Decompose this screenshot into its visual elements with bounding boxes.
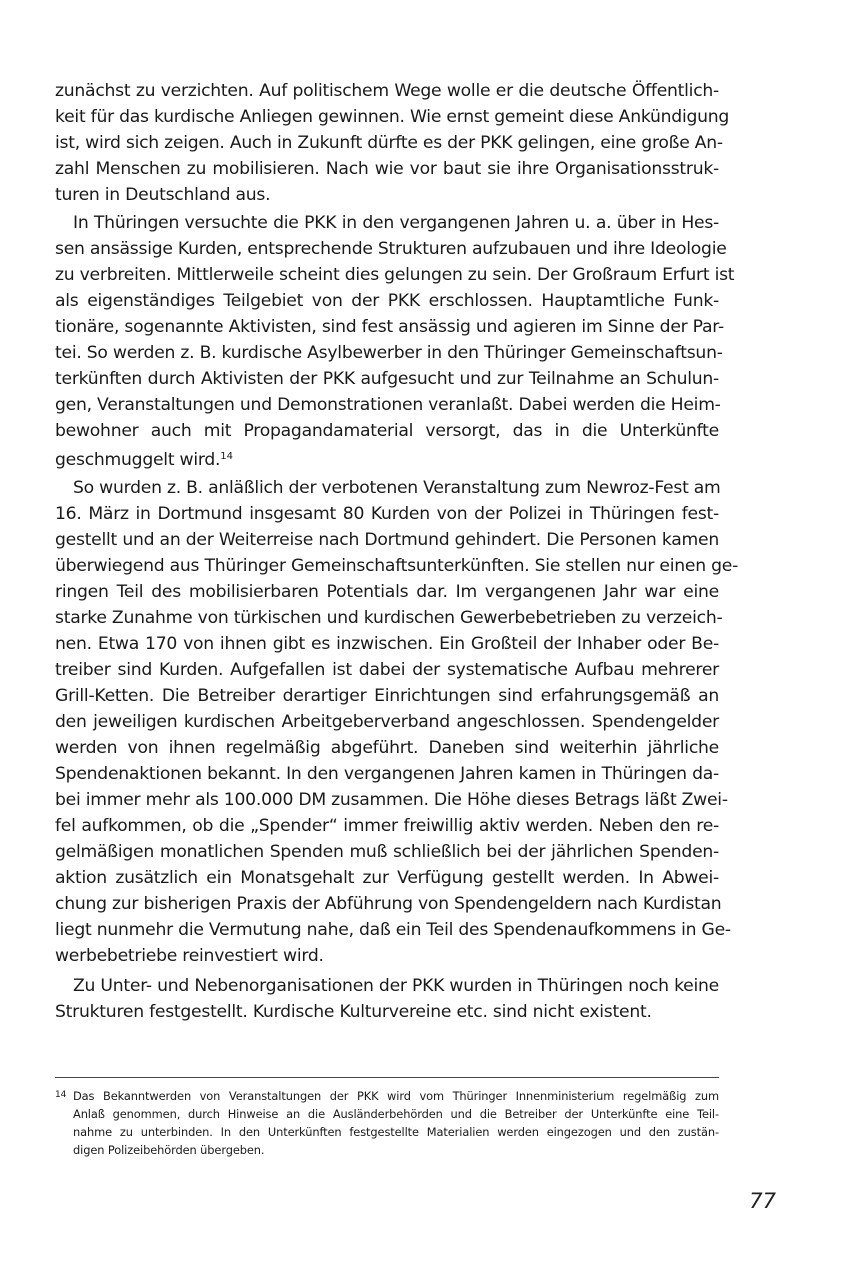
text-line: als eigenständiges Teilgebiet von der PKK erschlossen. Hauptamtliche Funk- [55, 291, 719, 311]
footnote [55, 1086, 719, 1159]
text-line: zahl Menschen zu mobilisieren. Nach wie vor baut sie ihre Organisationsstruk- [55, 159, 719, 179]
text-line: So wurden z. B. anläßlich der verbotenen Veranstaltung zum Newroz-Fest am [73, 478, 721, 498]
paragraph-3 [55, 475, 739, 969]
paragraph-1 [55, 78, 730, 208]
page-number: 77 [749, 1189, 776, 1213]
text-line: liegt nunmehr die Vermutung nahe, daß ein Teil des Spendenaufkommens in Ge- [55, 920, 731, 940]
text-line: gen, Veranstaltungen und Demonstrationen veranlaßt. Dabei werden die Heim- [55, 395, 721, 415]
text-line: tionäre, sogenannte Aktivisten, sind fest ansässig und agieren im Sinne der Par- [55, 317, 724, 337]
footnote-line: Anlaß genommen, durch Hinweise an die Ausländerbehörden und die Betreiber der Unterkünfte eine Teil- [73, 1107, 719, 1121]
page-body [55, 78, 739, 1025]
paragraph-4 [55, 973, 719, 1025]
text-line: terkünften durch Aktivisten der PKK aufgesucht und zur Teilnahme an Schulun- [55, 369, 719, 389]
footnote-text: Das Bekanntwerden von Veranstaltungen der PKK wird vom Thüringer Innenministerium regelmäßig zum [73, 1089, 719, 1103]
text-line: den jeweiligen kurdischen Arbeitgeberverband angeschlossen. Spendengelder [55, 712, 719, 732]
footnote-line [55, 1086, 719, 1105]
text-line: werbebetriebe reinvestiert wird. [55, 946, 324, 966]
text-line: bei immer mehr als 100.000 DM zusammen. Die Höhe dieses Betrags läßt Zwei- [55, 790, 728, 810]
text-line: turen in Deutschland aus. [55, 185, 271, 205]
text-line: werden von ihnen regelmäßig abgeführt. Daneben sind weiterhin jährliche [55, 738, 719, 758]
footnote-line: digen Polizeibehörden übergeben. [73, 1143, 265, 1157]
text-line: In Thüringen versuchte die PKK in den vergangenen Jahren u. a. über in Hes- [73, 213, 719, 233]
footnote-number: 14 [55, 1090, 67, 1100]
text-line: ringen Teil des mobilisierbaren Potentials dar. Im vergangenen Jahr war eine [55, 582, 719, 602]
paragraph-2 [55, 210, 735, 473]
text-line: bewohner auch mit Propagandamaterial versorgt, das in die Unterkünfte [55, 421, 719, 441]
text-line: Grill-Ketten. Die Betreiber derartiger Einrichtungen sind erfahrungsgemäß an [55, 686, 719, 706]
text-line: sen ansässige Kurden, entsprechende Strukturen aufzubauen und ihre Ideologie [55, 239, 727, 259]
text-line: gelmäßigen monatlichen Spenden muß schließlich bei der jährlichen Spenden- [55, 842, 719, 862]
text-line: tei. So werden z. B. kurdische Asylbewerber in den Thüringer Gemeinschaftsun- [55, 343, 723, 363]
text-line: Strukturen festgestellt. Kurdische Kulturvereine etc. sind nicht existent. [55, 1002, 652, 1022]
text-line: treiber sind Kurden. Aufgefallen ist dabei der systematische Aufbau mehrerer [55, 660, 719, 680]
text-line-content: geschmuggelt wird. [55, 450, 221, 470]
footnote-line: nahme zu unterbinden. In den Unterkünften festgestellte Materialien werden eingezogen und den zustän- [73, 1125, 719, 1139]
text-line: zunächst zu verzichten. Auf politischem Wege wolle er die deutsche Öffentlich- [55, 81, 719, 101]
text-line: 16. März in Dortmund insgesamt 80 Kurden von der Polizei in Thüringen fest- [55, 504, 719, 524]
text-line: überwiegend aus Thüringer Gemeinschaftsunterkünften. Sie stellen nur einen ge- [55, 556, 739, 576]
text-line: aktion zusätzlich ein Monatsgehalt zur Verfügung gestellt werden. In Abwei- [55, 868, 719, 888]
text-line: Zu Unter- und Nebenorganisationen der PKK wurden in Thüringen noch keine [73, 976, 719, 996]
text-line: starke Zunahme von türkischen und kurdischen Gewerbebetrieben zu verzeich- [55, 608, 723, 628]
footnote-reference: 14 [220, 451, 233, 462]
text-line: fel aufkommen, ob die „Spender“ immer freiwillig aktiv werden. Neben den re- [55, 816, 719, 836]
text-line: gestellt und an der Weiterreise nach Dortmund gehindert. Die Personen kamen [55, 530, 719, 550]
text-line: nen. Etwa 170 von ihnen gibt es inzwischen. Ein Großteil der Inhaber oder Be- [55, 634, 719, 654]
text-line: Spendenaktionen bekannt. In den vergangenen Jahren kamen in Thüringen da- [55, 764, 719, 784]
text-line [55, 444, 719, 473]
footnote-divider [55, 1077, 719, 1078]
text-line: ist, wird sich zeigen. Auch in Zukunft dürfte es der PKK gelingen, eine große An- [55, 133, 723, 153]
text-line: zu verbreiten. Mittlerweile scheint dies gelungen zu sein. Der Großraum Erfurt ist [55, 265, 735, 285]
text-line: keit für das kurdische Anliegen gewinnen. Wie ernst gemeint diese Ankündigung [55, 107, 730, 127]
text-line: chung zur bisherigen Praxis der Abführung von Spendengeldern nach Kurdistan [55, 894, 722, 914]
